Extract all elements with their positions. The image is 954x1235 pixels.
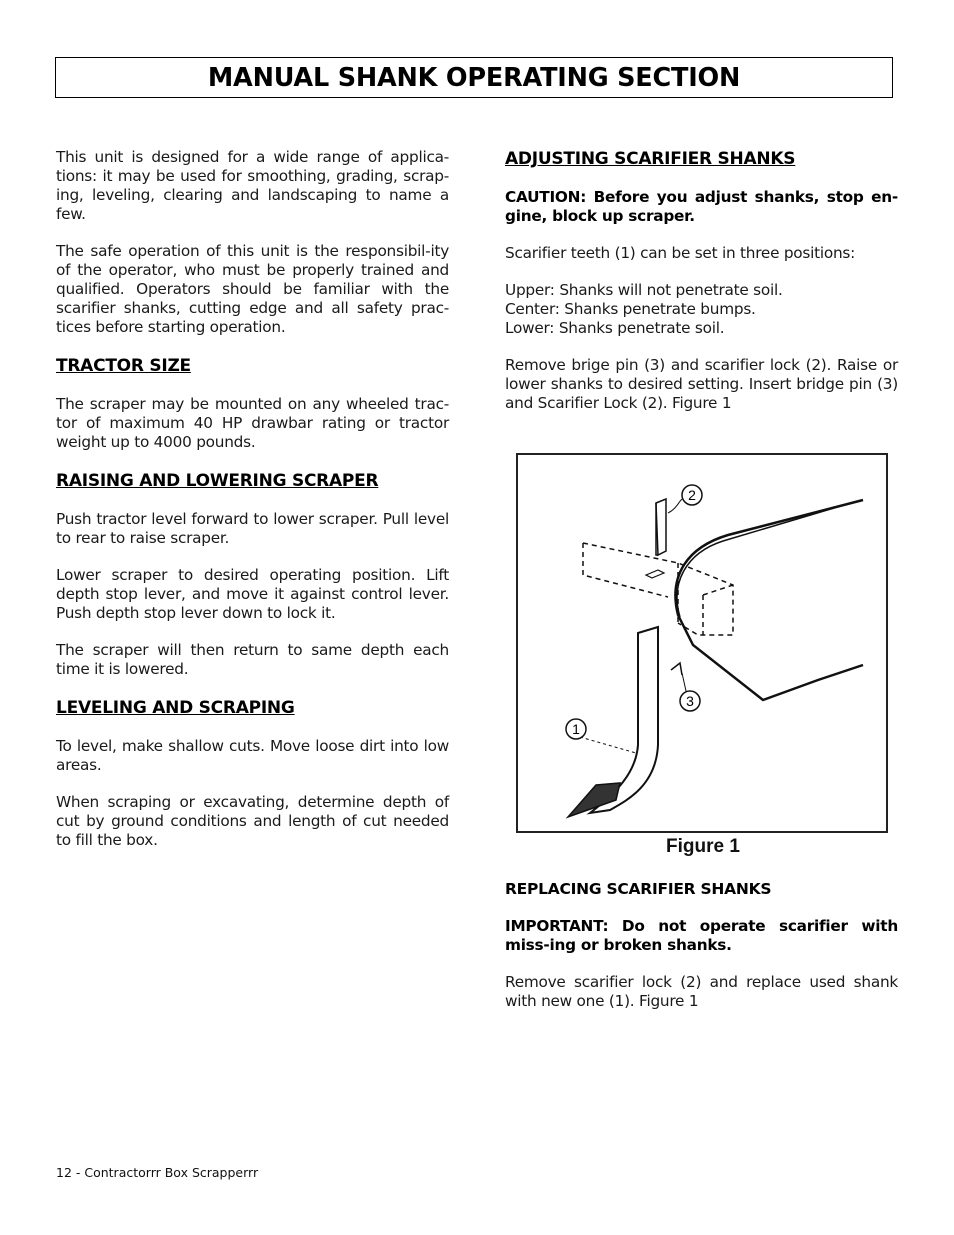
raising-paragraph-1: Push tractor level forward to lower scraper. Pull level to rear to raise scraper. bbox=[56, 510, 449, 547]
callout-3 bbox=[680, 691, 700, 711]
callout-2 bbox=[682, 485, 702, 505]
callout-3-label: 3 bbox=[686, 693, 694, 709]
tractor-size-paragraph: The scraper may be mounted on any wheeled trac-tor of maximum 40 HP drawbar rating or tractor weight up to 4000 pounds. bbox=[56, 395, 449, 451]
positions-intro: Scarifier teeth (1) can be set in three positions: bbox=[505, 244, 856, 262]
replacing-section bbox=[505, 880, 898, 1029]
callout-1-label: 1 bbox=[572, 721, 580, 737]
replace-shank-paragraph: Remove scarifier lock (2) and replace used shank with new one (1). Figure 1 bbox=[505, 973, 898, 1010]
page-title: MANUAL SHANK OPERATING SECTION bbox=[207, 63, 741, 93]
cross-member bbox=[583, 543, 733, 635]
raising-lowering-heading: RAISING AND LOWERING SCRAPER bbox=[56, 471, 379, 491]
left-column bbox=[56, 148, 449, 868]
position-center: Center: Shanks penetrate bumps. bbox=[505, 300, 756, 318]
tractor-size-heading: TRACTOR SIZE bbox=[56, 356, 191, 376]
leveling-scraping-heading: LEVELING AND SCRAPING bbox=[56, 698, 295, 718]
page-footer: 12 - Contractorrr Box Scrapperrr bbox=[56, 1165, 259, 1180]
raising-paragraph-3: The scraper will then return to same depth each time it is lowered. bbox=[56, 641, 449, 678]
leveling-paragraph-2: When scraping or excavating, determine depth of cut by ground conditions and length of cut needed to fill the box. bbox=[56, 793, 449, 849]
position-lower: Lower: Shanks penetrate soil. bbox=[505, 319, 725, 337]
right-column bbox=[505, 148, 898, 431]
callout-1 bbox=[566, 719, 586, 739]
page-title-box bbox=[55, 57, 893, 98]
caution-text: CAUTION: Before you adjust shanks, stop en-gine, block up scraper. bbox=[505, 188, 898, 225]
important-text: IMPORTANT: Do not operate scarifier with miss-ing or broken shanks. bbox=[505, 917, 898, 954]
positions-list bbox=[505, 281, 898, 338]
intro-paragraph-2: The safe operation of this unit is the responsibil-ity of the operator, who must be properly trained and qualified. Operators should be familiar with the scarifier shanks, cutting edge and all safety prac-tices before starting operation. bbox=[56, 242, 449, 336]
intro-paragraph-1: This unit is designed for a wide range of applica-tions: it may be used for smoothing, grading, scrap-ing, leveling, clearing and landscaping to name a few. bbox=[56, 148, 449, 223]
bridge-pin bbox=[671, 663, 682, 675]
callout-2-label: 2 bbox=[688, 487, 696, 503]
scarifier-lock bbox=[656, 499, 666, 555]
remove-pin-paragraph: Remove brige pin (3) and scarifier lock (2). Raise or lower shanks to desired setting. Insert bridge pin (3) and Scarifier Lock (2). Figure 1 bbox=[505, 356, 898, 412]
raising-paragraph-2: Lower scraper to desired operating position. Lift depth stop lever, and move it against control lever. Push depth stop lever down to lock it. bbox=[56, 566, 449, 622]
replacing-shanks-heading: REPLACING SCARIFIER SHANKS bbox=[505, 880, 772, 898]
leveling-paragraph-1: To level, make shallow cuts. Move loose dirt into low areas. bbox=[56, 737, 449, 774]
figure-caption: Figure 1 bbox=[666, 836, 740, 857]
adjusting-shanks-heading: ADJUSTING SCARIFIER SHANKS bbox=[505, 149, 796, 169]
position-upper: Upper: Shanks will not penetrate soil. bbox=[505, 281, 783, 299]
figure-1-diagram bbox=[516, 453, 888, 833]
